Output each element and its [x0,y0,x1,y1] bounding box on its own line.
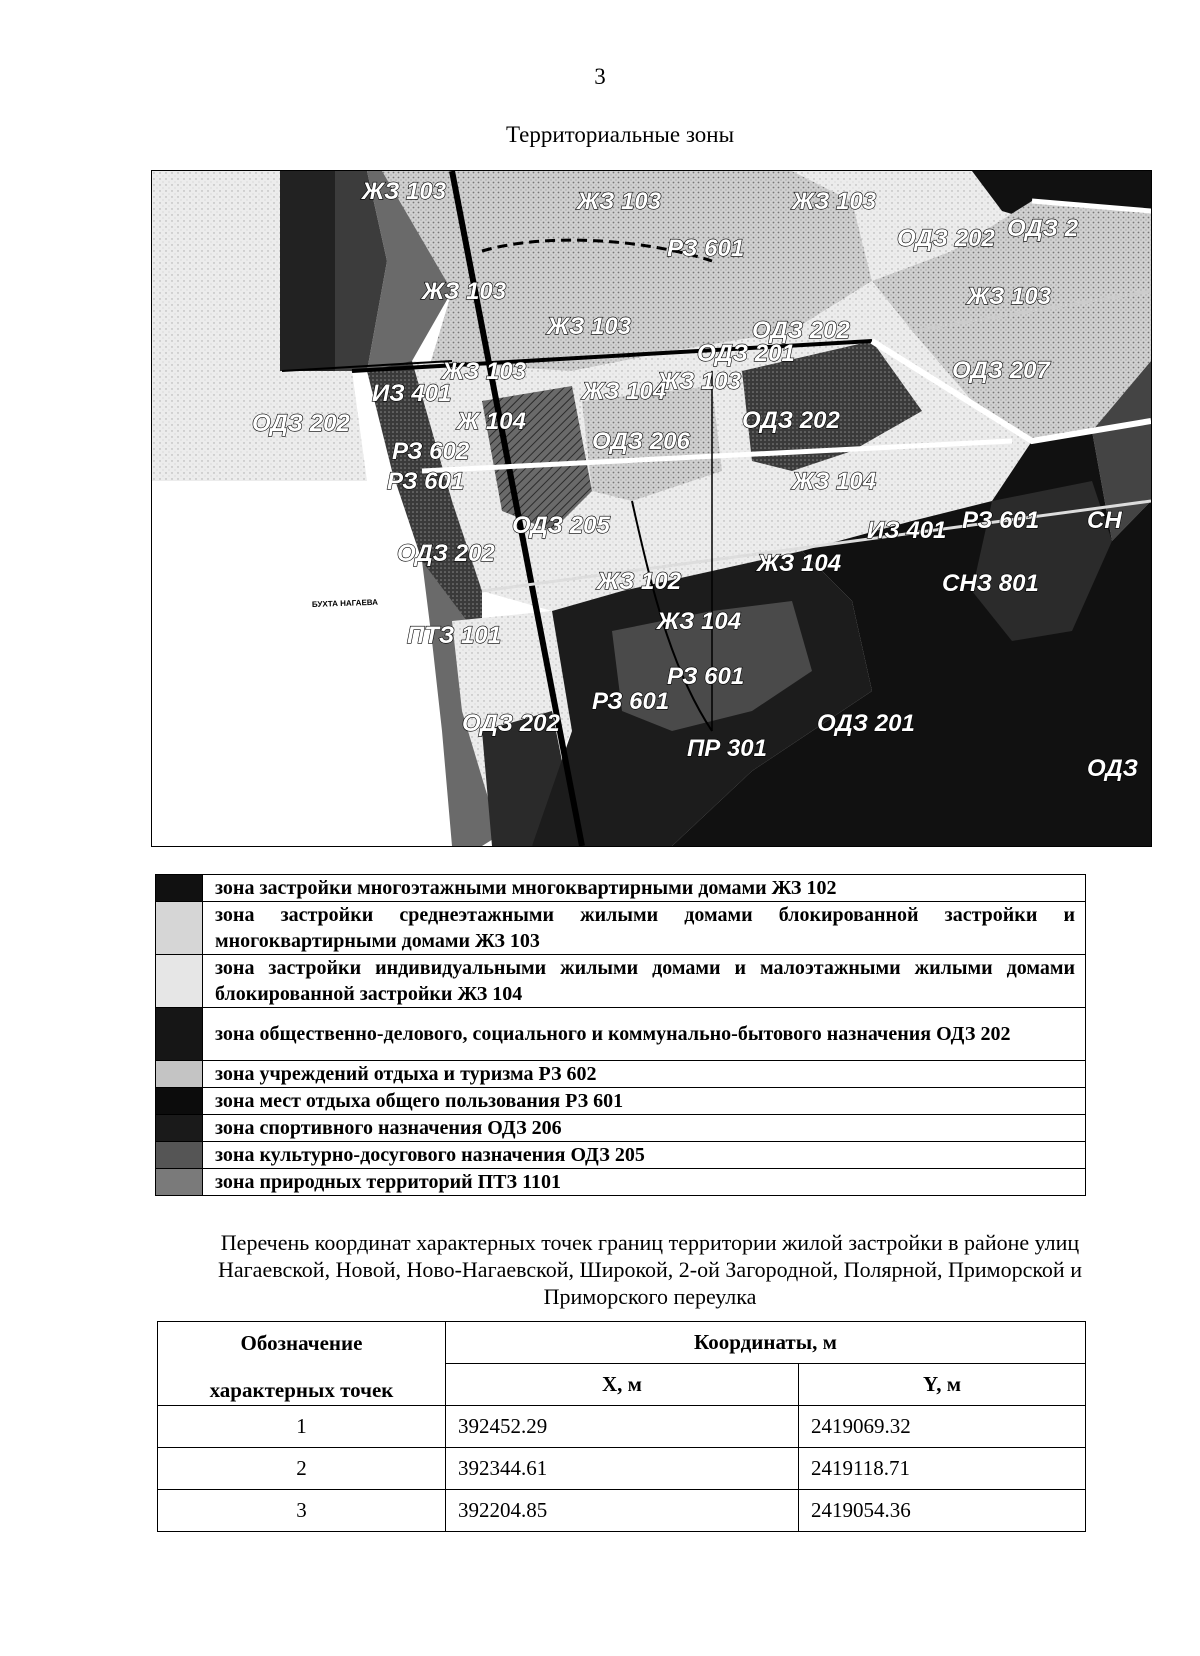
zone-label: ОДЗ [1087,755,1139,782]
zone-label: ОДЗ 207 [952,357,1050,384]
zone-label: РЗ 601 [962,507,1040,534]
zone-label: ОДЗ 201 [817,710,915,737]
legend-label: зона природных территорий ПТЗ 1101 [203,1169,1086,1196]
legend-swatch [156,955,203,1008]
legend-row [156,902,1086,955]
zone-label: ЖЗ 103 [967,283,1052,310]
legend-row [156,1088,1086,1115]
zone-label: РЗ 601 [387,468,465,495]
legend-swatch [156,902,203,955]
legend-label: зона мест отдыха общего пользования РЗ 601 [203,1088,1086,1115]
point-number-cell: 3 [158,1490,446,1532]
point-header-line1: Обозначение [240,1331,363,1355]
legend-label: зона спортивного назначения ОДЗ 206 [203,1115,1086,1142]
zone-label: РЗ 601 [592,688,670,715]
x-value-cell: 392452.29 [446,1406,799,1448]
legend-swatch [156,1169,203,1196]
coordinates-row [158,1406,1086,1448]
coordinates-row [158,1448,1086,1490]
y-header: Y, м [799,1364,1086,1406]
zone-label: ОДЗ 201 [697,340,795,367]
zone-label: ОДЗ 206 [592,428,690,455]
zone-label: ОДЗ 205 [512,512,610,539]
zone-label: ЖЗ 103 [577,188,662,215]
legend-label: зона учреждений отдыха и туризма РЗ 602 [203,1061,1086,1088]
point-header [158,1322,446,1406]
legend-label: зона застройки среднеэтажными жилыми домами блокированной застройки и многоквартирными домами ЖЗ 103 [203,902,1086,955]
page-number: 3 [594,64,606,89]
zone-label: ЖЗ 104 [582,378,667,405]
zone-label: ЖЗ 104 [657,608,742,635]
zone-label: СНЗ 801 [942,570,1039,597]
coordinates-row [158,1490,1086,1532]
legend-label: зона застройки многоэтажными многоквартирными домами ЖЗ 102 [203,875,1086,902]
legend-row [156,1169,1086,1196]
legend-label: зона общественно-делового, социального и коммунально-бытового назначения ОДЗ 202 [203,1008,1086,1061]
zone-label: ЖЗ 103 [657,368,742,395]
zone-label: ЖЗ 103 [442,358,527,385]
zone-label: ОДЗ 202 [742,407,840,434]
point-header-line2: характерных точек [209,1378,394,1402]
y-value-cell: 2419054.36 [799,1490,1086,1532]
map-title: Территориальные зоны [505,122,735,147]
point-number-cell: 2 [158,1448,446,1490]
legend-swatch [156,1115,203,1142]
zone-label: ОДЗ 202 [752,317,850,344]
territorial-zones-map [151,170,1152,847]
y-value-cell: 2419069.32 [799,1406,1086,1448]
zone-label: РЗ 601 [667,663,745,690]
zone-label: ОДЗ 2 [1007,215,1079,242]
zone-label: ИЗ 401 [867,517,947,544]
coordinates-heading: Перечень координат характерных точек границ территории жилой застройки в районе улиц Нагаевской, Новой, Ново-Нагаевской, Широкой, 2-ой Загородной, Полярной, Приморской и Приморского переулка [218,1230,1082,1309]
x-value-cell: 392204.85 [446,1490,799,1532]
coordinates-table [157,1321,1086,1532]
zone-label: ОДЗ 202 [397,540,495,567]
legend-table [155,874,1086,1196]
legend-label: зона культурно-досугового назначения ОДЗ 205 [203,1142,1086,1169]
legend-row [156,1142,1086,1169]
legend-row [156,955,1086,1008]
zone-label: ОДЗ 202 [897,225,995,252]
coordinates-header-row [158,1322,1086,1364]
legend-row [156,1061,1086,1088]
zone-label: ОДЗ 202 [252,410,350,437]
zone-label: ИЗ 401 [372,380,452,407]
legend-label: зона застройки индивидуальными жилыми домами и малоэтажными жилыми домами блокированной застройки ЖЗ 104 [203,955,1086,1008]
zone-label: Ж 104 [457,408,526,435]
sea-label-text: БУХТА НАГАЕВА [311,597,379,609]
zone-label: ЖЗ 104 [792,468,877,495]
zone-label: ПР 301 [687,735,767,762]
zone-label: ЖЗ 103 [792,188,877,215]
legend-row [156,1115,1086,1142]
zone-label: ПТЗ 101 [407,622,502,649]
zone-label: РЗ 601 [667,235,745,262]
y-value-cell: 2419118.71 [799,1448,1086,1490]
zone-label: ЖЗ 102 [597,568,682,595]
legend-swatch [156,875,203,902]
zone-label: ЖЗ 104 [757,550,842,577]
x-header: X, м [446,1364,799,1406]
zone-label: РЗ 602 [392,438,470,465]
zone-label: ЖЗ 103 [547,313,632,340]
legend-swatch [156,1061,203,1088]
zone-label: ЖЗ 103 [362,178,447,205]
x-value-cell: 392344.61 [446,1448,799,1490]
legend-swatch [156,1088,203,1115]
legend-swatch [156,1008,203,1061]
coordinates-header: Координаты, м [446,1322,1086,1364]
zone-label: ЖЗ 103 [422,278,507,305]
point-number-cell: 1 [158,1406,446,1448]
legend-row [156,1008,1086,1061]
legend-row [156,875,1086,902]
zone-label: ОДЗ 202 [462,710,560,737]
zone-label: СН [1087,507,1122,534]
legend-swatch [156,1142,203,1169]
